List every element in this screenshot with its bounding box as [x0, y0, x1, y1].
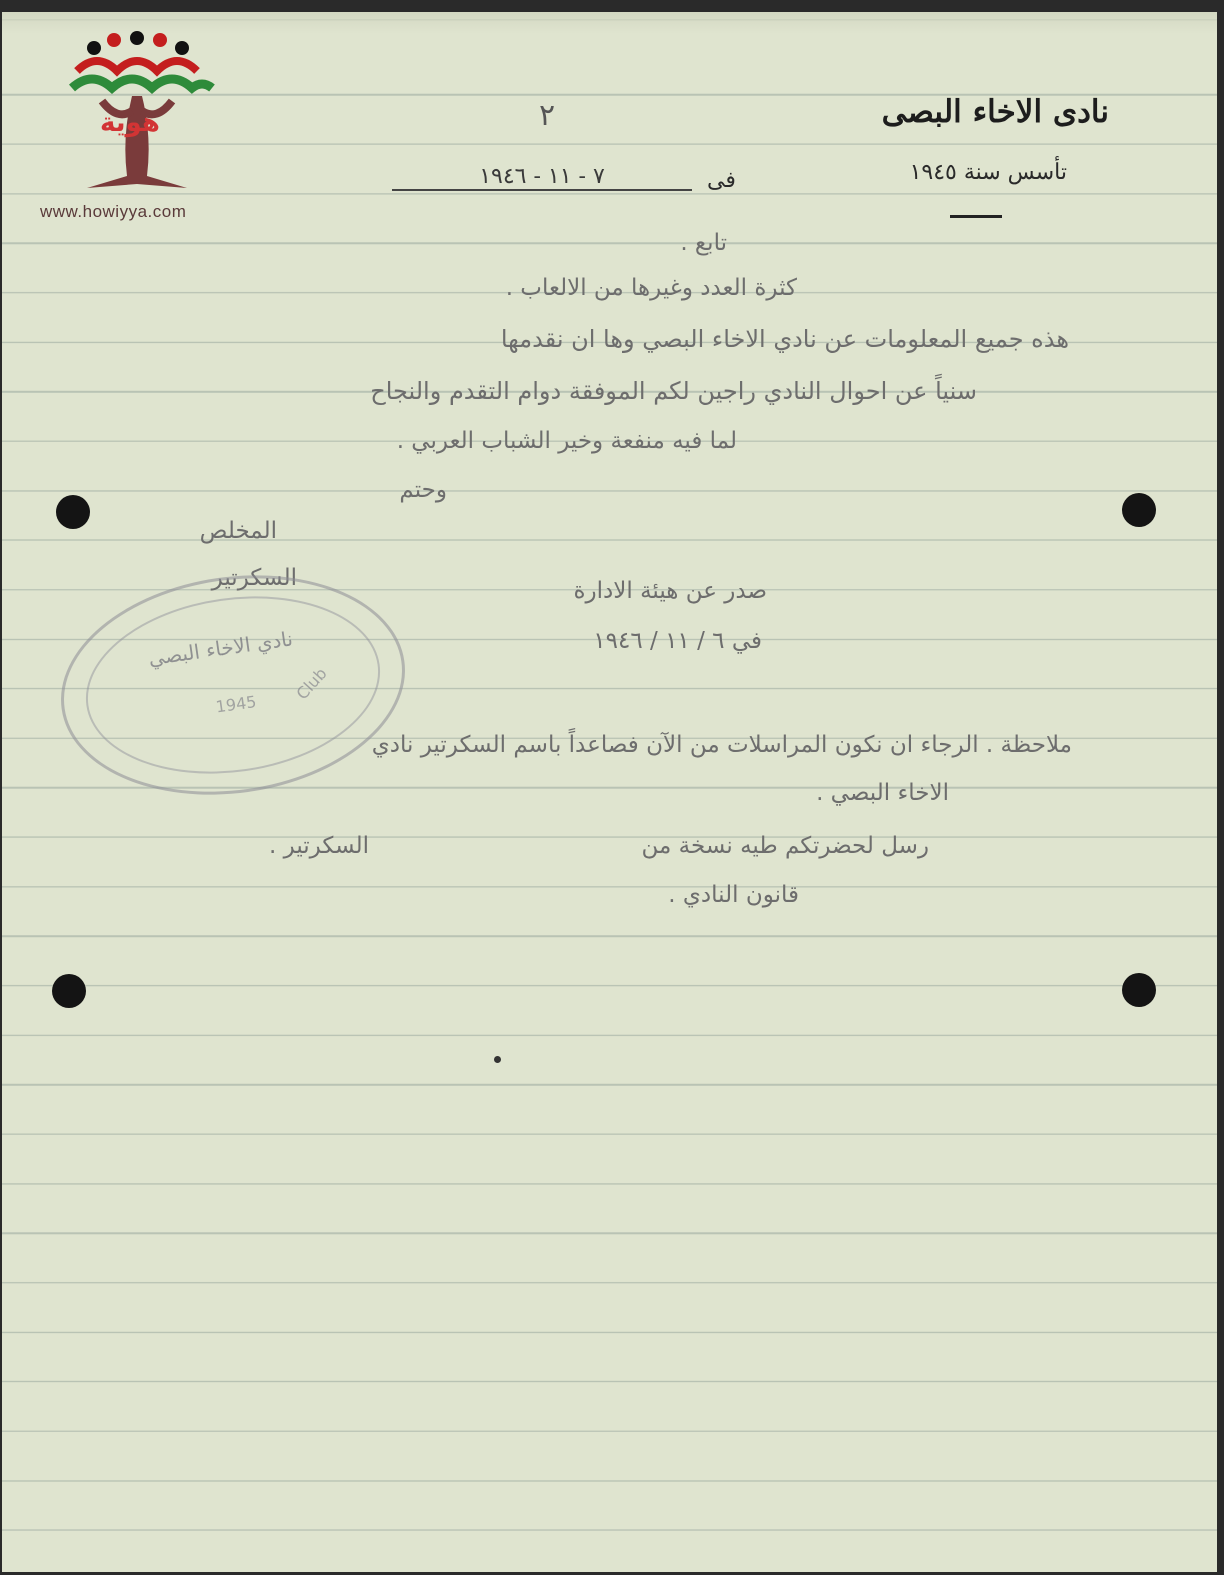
founded-underline	[950, 215, 1002, 218]
stamp-inner-ring	[74, 578, 391, 792]
stamp-text: نادي الاخاء البصي	[146, 626, 295, 671]
body-line-6: وحتم	[399, 477, 447, 503]
body-line-4: سنياً عن احوال النادي راجين لكم الموفقة دوام التقدم والنجاح	[370, 377, 977, 405]
body-line-3: هذه جميع المعلومات عن نادي الاخاء البصي وها ان نقدمها	[500, 325, 1069, 353]
issued-date: في ٦ / ١١ / ١٩٤٦	[593, 628, 762, 654]
punch-hole-right-bottom	[1122, 973, 1156, 1007]
watermark-logo-text: هوية	[100, 108, 160, 138]
note-line-2: الاخاء البصي .	[816, 780, 949, 806]
club-name-heading: نادى الاخاء البصى	[881, 94, 1109, 130]
body-line-1: تابع .	[680, 230, 727, 256]
punch-hole-left-bottom	[52, 974, 86, 1008]
note-line-4: قانون النادي .	[668, 882, 799, 908]
letter-page	[2, 12, 1217, 1572]
body-line-2: كثرة العدد وغيرها من الالعاب .	[505, 275, 797, 301]
closing-signoff: المخلص	[199, 518, 277, 544]
issued-by: صدر عن هيئة الادارة	[573, 578, 767, 604]
stamp-club: Club	[292, 663, 331, 704]
letter-date: ٧ - ١١ - ١٩٤٦	[392, 164, 692, 191]
body-line-5: لما فيه منفعة وخير الشباب العربي .	[396, 428, 737, 454]
founded-year: تأسس سنة ١٩٤٥	[909, 160, 1067, 185]
date-label: فى	[707, 168, 736, 193]
stamp-year: 1945	[214, 692, 258, 717]
watermark-url: www.howiyya.com	[40, 202, 187, 221]
note-line-3: رسل لحضرتكم طيه نسخة من	[641, 833, 929, 859]
punch-hole-left-top	[56, 495, 90, 529]
note-signer: السكرتير .	[269, 833, 369, 859]
ink-dot	[494, 1056, 501, 1063]
signer-title: السكرتير	[211, 565, 297, 591]
note-line-1: ملاحظة . الرجاء ان نكون المراسلات من الآن فصاعداً باسم السكرتير نادي	[371, 732, 1072, 758]
page-number: ٢	[539, 98, 556, 133]
club-stamp	[47, 554, 420, 816]
punch-hole-right-top	[1122, 493, 1156, 527]
